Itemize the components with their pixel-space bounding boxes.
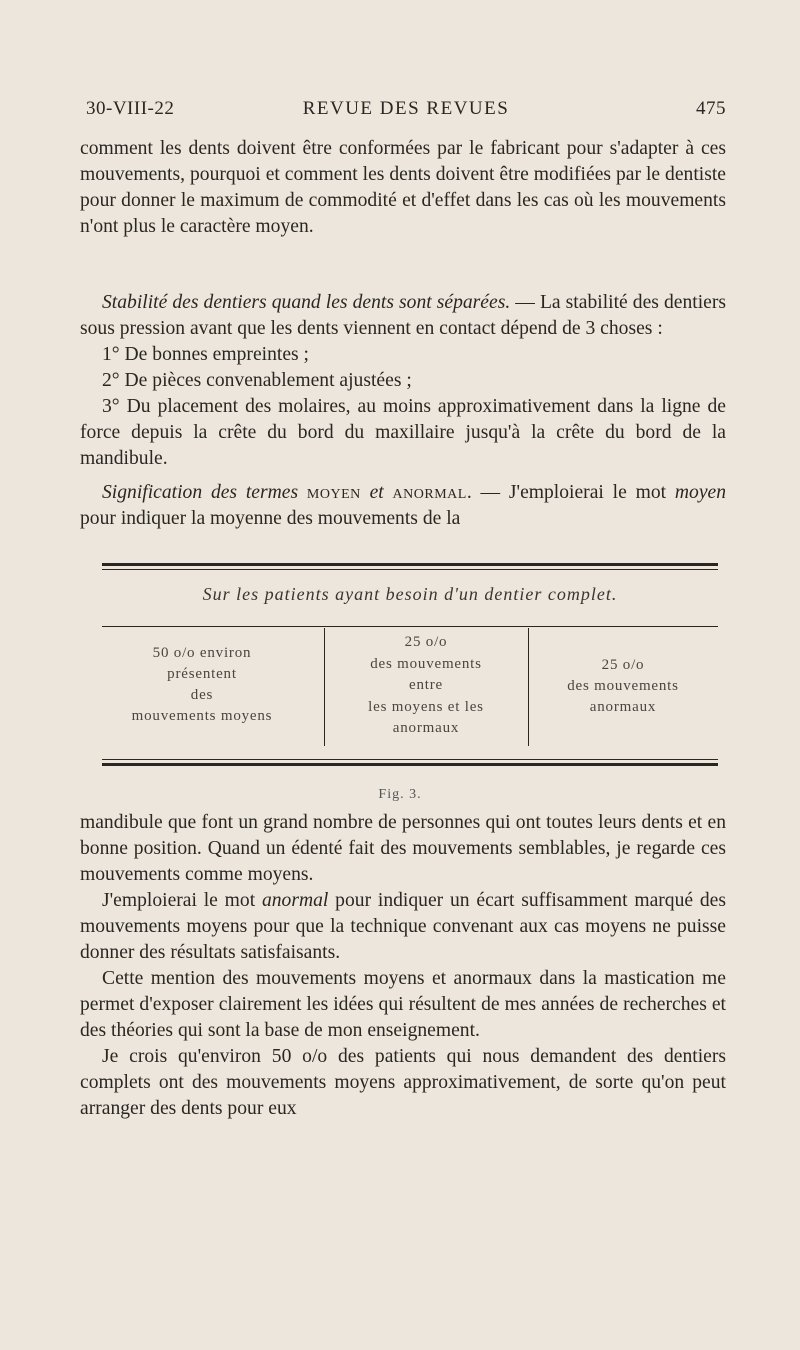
page-number: 475 xyxy=(696,98,726,119)
stabilite-text: — La stabilité des dentiers sous pression avant que les dents viennent en contact dépend de 3 choses : xyxy=(80,292,726,339)
p2-start: J'emploierai le mot xyxy=(102,890,262,911)
section-stabilite xyxy=(80,290,726,472)
continuation-paragraph-4: Je crois qu'environ 50 o/o des patients qui nous demandent des dentiers complets ont des mouvements moyens approximativement, de sorte qu'on peut arranger des dents pour eux xyxy=(80,1046,726,1119)
col1-line-1: 50 o/o environ xyxy=(152,645,252,661)
figure-3-diagram xyxy=(102,563,718,773)
signification-text-end: pour indiquer la moyenne des mouvements de la xyxy=(80,508,461,529)
stabilite-heading: Stabilité des dentiers quand les dents sont séparées. xyxy=(102,292,511,313)
col2-line-5: anormaux xyxy=(392,720,460,736)
section-signification xyxy=(80,480,726,532)
header-date: 30-VIII-22 xyxy=(86,98,175,119)
continuation-paragraph-1: mandibule que font un grand nombre de personnes qui ont toutes leurs dents et en bonne position. Quand un édenté fait des mouvements semblables, je regarde ces mouvements comme moyens. xyxy=(80,812,726,885)
running-header xyxy=(86,98,726,128)
col3-line-1: 25 o/o xyxy=(601,657,645,673)
figure-bottom-rule-thin xyxy=(102,759,718,760)
paragraph-intro xyxy=(80,136,726,240)
paragraph-text: comment les dents doivent être conformées par le fabricant pour s'adapter à ces mouvements, pourquoi et comment les dents doivent être modifiées par le dentiste pour donner le maximum de commodité et d'effet dans les cas où les mouvements n'ont plus le caractère moyen. xyxy=(80,138,726,237)
moyen-word: moyen xyxy=(674,482,727,503)
term-anormal: anormal xyxy=(392,482,467,503)
figure-column-intermediaires xyxy=(324,632,528,740)
figure-column-anormaux xyxy=(528,655,718,718)
continuation-text xyxy=(80,810,726,1122)
signification-paragraph xyxy=(80,480,726,532)
figure-header-rule xyxy=(102,626,718,627)
figure-column-moyens xyxy=(102,643,302,727)
col3-line-3: anormaux xyxy=(589,699,657,715)
figure-bottom-rule-thick xyxy=(102,763,718,766)
stabilite-item-1: 1° De bonnes empreintes ; xyxy=(102,344,309,365)
figure-top-rule-thin xyxy=(102,569,718,570)
anormal-word: anormal xyxy=(261,890,329,911)
continuation-paragraph-2 xyxy=(80,888,726,966)
signification-text-start: . — J'emploierai le mot xyxy=(466,482,675,503)
col2-line-3: entre xyxy=(409,677,443,693)
stabilite-paragraph xyxy=(80,290,726,342)
term-moyen: moyen xyxy=(306,482,361,503)
p2-end: pour indiquer un écart suffisamment marqué des mouvements moyens pour que la technique convenant aux cas moyens ne puisse donner des résultats satisfaisants. xyxy=(80,890,726,963)
col2-line-1: 25 o/o xyxy=(404,634,448,650)
figure-label: Fig. 3. xyxy=(378,787,422,802)
figure-top-rule-thick xyxy=(102,563,718,566)
continuation-paragraph-3: Cette mention des mouvements moyens et anormaux dans la mastication me permet d'exposer clairement les idées qui résultent de mes années de recherches et des théories qui sont la base de mon enseignement. xyxy=(80,968,726,1041)
col2-line-2: des mouvements xyxy=(370,655,482,672)
col1-line-3: des xyxy=(190,687,214,703)
col2-line-4: les moyens et les xyxy=(368,698,484,715)
stabilite-item-3: 3° Du placement des molaires, au moins approximativement dans la ligne de force depuis la crête du bord du maxillaire jusqu'à la crête du bord de la mandibule. xyxy=(80,396,726,469)
col1-line-2: présentent xyxy=(167,666,237,682)
header-title: REVUE DES REVUES xyxy=(302,98,510,119)
col3-line-2: des mouvements xyxy=(567,678,679,694)
stabilite-item-2: 2° De pièces convenablement ajustées ; xyxy=(102,370,412,391)
signification-heading: Signification des termes xyxy=(102,482,299,503)
term-connector: et xyxy=(369,482,384,503)
col1-line-4: mouvements moyens xyxy=(131,708,273,724)
figure-title: Sur les patients ayant besoin d'un dentier complet. xyxy=(202,584,618,604)
